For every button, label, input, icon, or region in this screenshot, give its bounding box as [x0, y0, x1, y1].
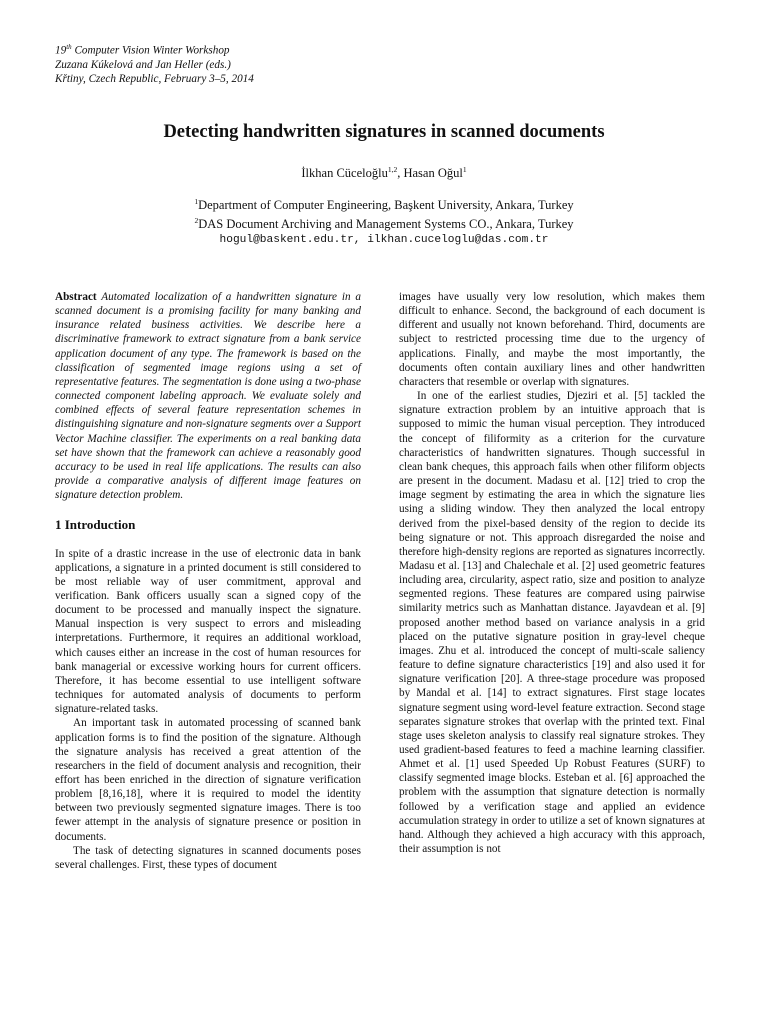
abstract-text: Automated localization of a handwritten signature in a scanned document is a promising facility for many banking and insurance related business activities. We describe here a discriminative framework to extract signature from a bank service application document of any type. The framework is based on the classification of segmented image regions using a set of representative features. The segmentation is done using a two-phase connected component labeling approach. We evaluate solely and combined effects of several feature representation schemes in distinguishing signature and non-signature segments over a Support Vector Machine classifier. The experiments on a real banking data set have shown that the framework can achieve a reasonably good accuracy to be used in real life applications. The results can also provide a comparative analysis of different image features on signature detection problem.: [55, 291, 361, 502]
author-1: İlkhan Cüceloğlu: [301, 166, 388, 181]
intro-paragraph-1: In spite of a drastic increase in the use of electronic data in bank applications, a signature in a printed document is still considered to be most reliable way of user commitment, approval and verification. Bank officers usually scan a signed copy of the document to be processed and manually inspect the signature. Manual inspection is very suspect to errors and misleading interpretations. Furthermore, it requires an additional workload, which causes either an increase in the cost of human resources for bank managerial or excessive working hours for current officers. Therefore, it has become essential to use intelligent software techniques for automated analysis of documents to perform signature-related tasks.: [55, 547, 361, 716]
right-paragraph-2: In one of the earliest studies, Djeziri et al. [5] tackled the signature extraction problem by an intuitive approach that is supposed to mimic the human visual perception. They introduced the concept of filiformity as a criterion for the curvature characteristics of handwritten signatures. Though successful in clean bank cheques, this approach fails when other filiform objects are present in the document. Madasu et al. [12] tried to crop the image segment by estimating the area in which the signature lies using a sliding window. They then analyzed the local entropy derived from the pixel-based density of the region to decide its being signature or not. This approach disregarded the noise and therefore high-density regions are reported as signatures incorrectly. Madasu et al. [13] and Chalechale et al. [2] used geometric features including area, circularity, aspect ratio, size and position to analyze segmented regions. These features are compared using pairwise similarity metrics such as Manhattan distance. Jayavdean et al. [9] proposed another method based on variance analysis in a grid placed on the putative signature position in gray-level cheque images. Zhu et al. introduced the concept of multi-scale saliency feature to define signature characteristics [19] and also used it for signature verification [20]. A three-stage procedure was proposed by Mandal et al. [14] to extract signatures. First stage locates signature segment using word-level feature extraction. Second stage separates signature strokes that overlap with the printed text. Final stage uses skeleton analysis to classify real signature strokes. They used gradient-based features to feed a machine learning classifier. Ahmet et al. [1] used Speeded Up Robust Features (SURF) to classify segmented image blocks. Esteban et al. [6] approached the problem with the assumption that signature detection is normally followed by a verification stage and applied an evidence accumulation strategy in order to utilize a set of known signatures at hand. Although they achieved a high accuracy with this approach, their assumption is not: [399, 390, 706, 856]
affiliation-2: [0, 216, 768, 232]
affiliation-1: [0, 197, 768, 213]
workshop-ordinal-suffix: th: [66, 43, 72, 51]
workshop-ordinal: 19: [55, 44, 67, 57]
affiliation-1-text: Department of Computer Engineering, Başkent University, Ankara, Turkey: [198, 198, 574, 213]
location-date-line: Křtiny, Czech Republic, February 3–5, 2014: [55, 72, 254, 85]
workshop-name: Computer Vision Winter Workshop: [71, 44, 230, 57]
abstract-label: Abstract: [55, 291, 97, 303]
affiliation-2-text: DAS Document Archiving and Management Systems CO., Ankara, Turkey: [198, 217, 574, 232]
intro-paragraph-3: The task of detecting signatures in scanned documents poses several challenges. First, these types of document: [55, 844, 361, 871]
right-paragraph-1: images have usually very low resolution, which makes them difficult to enhance. Second, the background of each document is different and usually not known beforehand. Third, documents are subject to restricted processing time due to the urgency of applications. Finally, and maybe the most importantly, the documents often contain auxiliary lines and other handwritten characters that resemble or overlap with signatures.: [399, 291, 705, 388]
author-emails: hogul@baskent.edu.tr, ilkhan.cuceloglu@das.com.tr: [219, 234, 549, 246]
editors-line: Zuzana Kúkelová and Jan Heller (eds.): [55, 58, 231, 71]
left-column: [55, 290, 361, 872]
paper-title: Detecting handwritten signatures in scanned documents: [163, 122, 605, 142]
affiliation-1-mark: 1: [194, 197, 199, 206]
affiliation-2-mark: 2: [194, 216, 199, 225]
author-2-affil: 1: [462, 165, 467, 174]
abstract: [55, 290, 361, 502]
venue-header: [55, 40, 254, 86]
introduction-heading: 1 Introduction: [55, 517, 136, 533]
author-separator: ,: [397, 166, 404, 181]
author-1-affil: 1,2: [387, 165, 398, 174]
workshop-line: [55, 40, 254, 58]
author-2: Hasan Oğul: [403, 166, 463, 181]
intro-paragraph-2: An important task in automated processing of scanned bank application forms is to find the position of the signature. Although the signature analysis has received a great attention of the researchers in the field of document analysis and recognition, their effort has been enriched in the direction of signature verification problem [8,16,18], where it is required to model the identity between two previously segmented signature images. There is too fewer attempt in the analysis of signature presence or position in documents.: [55, 717, 361, 843]
authors-line: [0, 165, 768, 181]
right-column: [399, 290, 705, 856]
